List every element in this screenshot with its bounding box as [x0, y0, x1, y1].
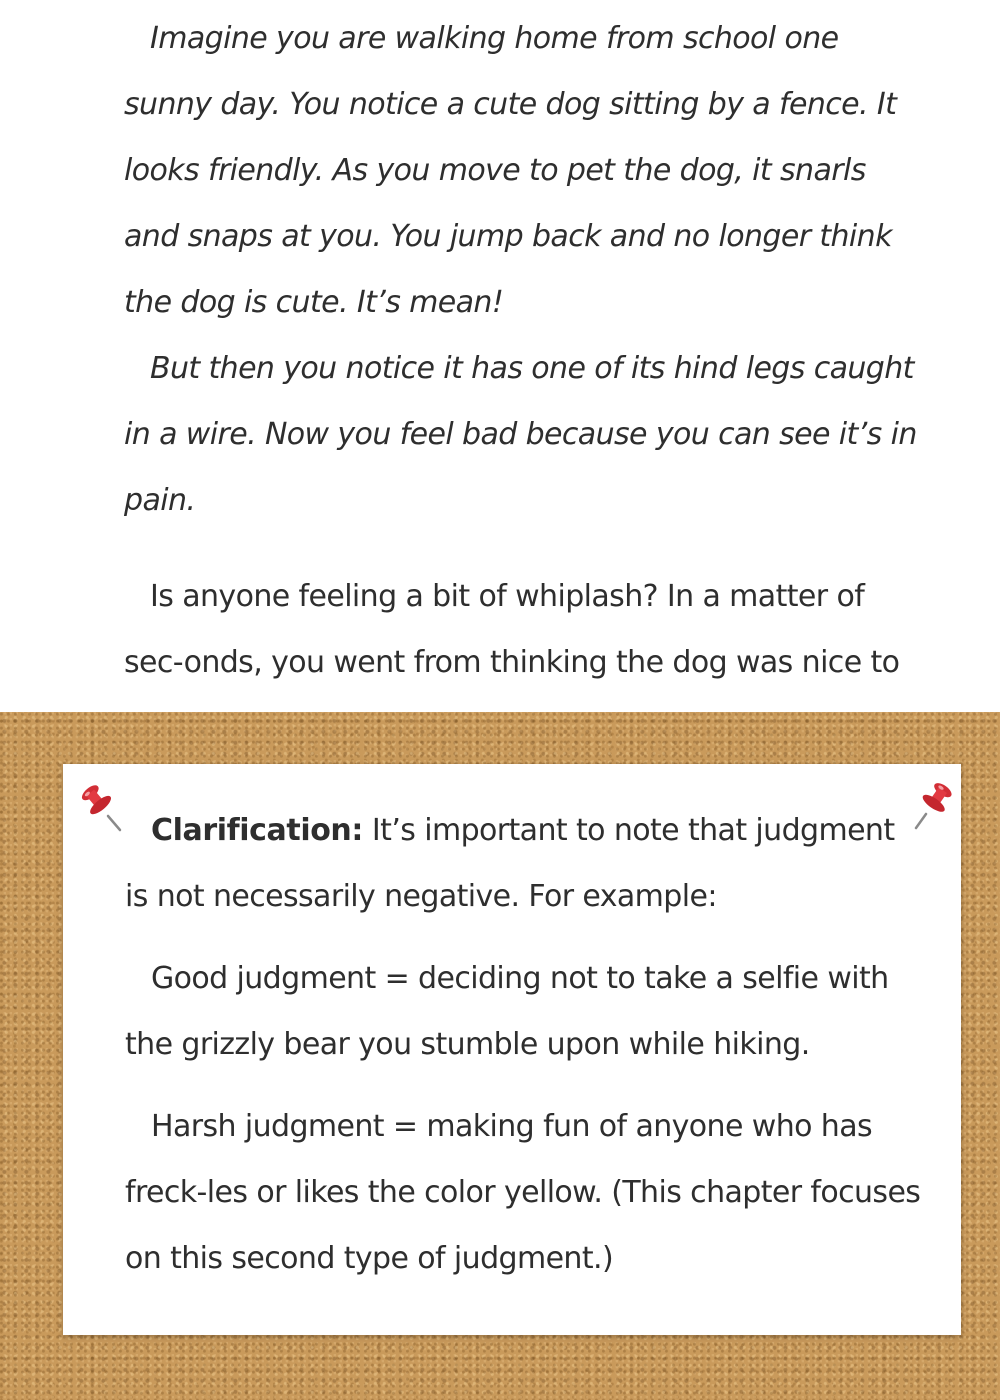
harsh-judgment-example: Harsh judgment = making fun of anyone who has freck-les or likes the color yellow. (This chapter focuses on this second type of judgment.) — [125, 1109, 921, 1276]
story-paragraph-1: Imagine you are walking home from school one sunny day. You notice a cute dog sitting by a fence. It looks friendly. As you move to pet the dog, it snarls and snaps at you. You jump back and no longer think the dog is cute. It’s mean! — [124, 21, 897, 320]
note-intro: It’s important to note that judgment is not necessarily negative. For example: — [125, 813, 895, 914]
story-paragraph-2: But then you notice it has one of its hind legs caught in a wire. Now you feel bad because you can see it’s in pain. — [124, 351, 917, 518]
clarification-label: Clarification: — [151, 813, 363, 848]
note-text — [125, 798, 925, 1292]
push-pin-icon — [78, 782, 124, 834]
good-judgment-example: Good judgment = deciding not to take a selfie with the grizzly bear you stumble upon while hiking. — [125, 961, 889, 1062]
push-pin-icon — [910, 780, 956, 832]
story-paragraph-3: Is anyone feeling a bit of whiplash? In a matter of sec-onds, you went from thinking the dog was nice to — [124, 579, 900, 680]
clarification-note — [63, 764, 961, 1335]
note-intro-paragraph — [125, 798, 925, 930]
